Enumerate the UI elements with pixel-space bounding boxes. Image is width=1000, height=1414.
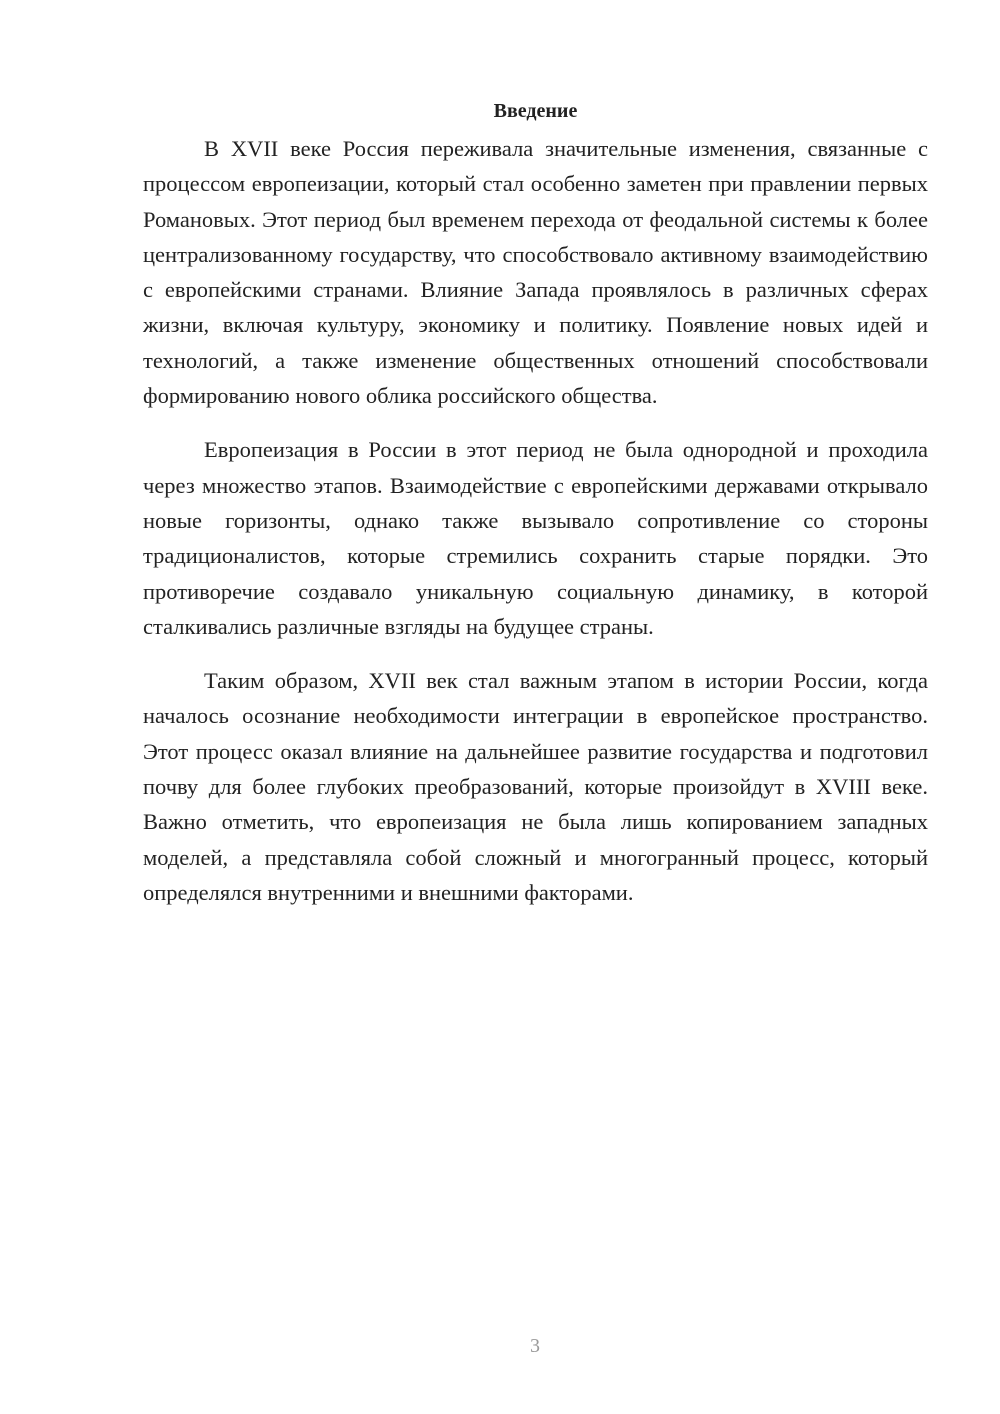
section-heading: Введение bbox=[493, 100, 578, 122]
paragraph-1: В XVII веке Россия переживала значительные изменения, связанные с процессом европеизации, который стал особенно заметен при правлении первых Романовых. Этот период был временем перехода от феодальной системы к более централизованному государству, что способствовало активному взаимодействию с европейскими странами. Влияние Запада проявлялось в различных сферах жизни, включая культуру, экономику и политику. Появление новых идей и технологий, а также изменение общественных отношений способствовали формированию нового облика российского общества. bbox=[143, 136, 928, 409]
page-body bbox=[143, 96, 928, 910]
paragraph-3: Таким образом, XVII век стал важным этапом в истории России, когда началось осознание необходимости интеграции в европейское пространство. Этот процесс оказал влияние на дальнейшее развитие государства и подготовил почву для более глубоких преобразований, которые произойдут в XVIII веке. Важно отметить, что европеизация не была лишь копированием западных моделей, а представляла собой сложный и многогранный процесс, который определялся внутренними и внешними факторами. bbox=[143, 668, 928, 905]
page-number: 3 bbox=[530, 1335, 540, 1357]
paragraph-2: Европеизация в России в этот период не была однородной и проходила через множество этапов. Взаимодействие с европейскими державами открывало новые горизонты, однако также вызывало сопротивление со стороны традиционалистов, которые стремились сохранить старые порядки. Это противоречие создавало уникальную социальную динамику, в которой сталкивались различные взгляды на будущее страны. bbox=[143, 437, 928, 639]
